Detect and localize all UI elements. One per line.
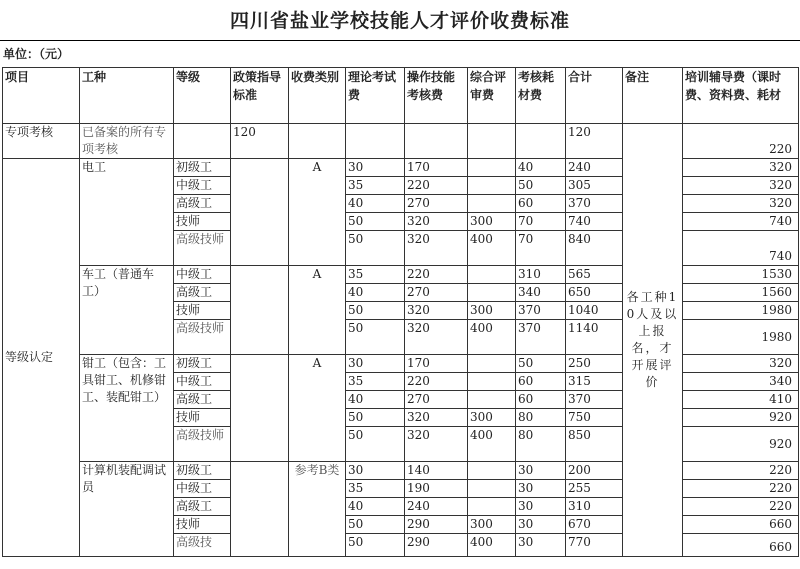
level-cell: 初级工 [174,159,231,177]
total-cell: 565 [566,266,623,284]
total-cell: 310 [566,498,623,516]
level-cell: 高级技 [174,534,231,557]
review-cell: 400 [468,534,516,557]
total-cell: 200 [566,462,623,480]
training-cell: 920 [683,427,799,462]
material-cell: 30 [516,480,566,498]
level-cell: 初级工 [174,355,231,373]
operation-cell: 320 [405,302,468,320]
material-cell: 70 [516,213,566,231]
level-cell: 中级工 [174,266,231,284]
total-cell: 740 [566,213,623,231]
total-cell: 370 [566,391,623,409]
header-cell: 培训辅导费（课时费、资料费、耗材 [683,68,799,124]
level-cell: 技师 [174,213,231,231]
training-cell: 740 [683,213,799,231]
training-cell: 1530 [683,266,799,284]
total-cell: 250 [566,355,623,373]
review-cell [468,480,516,498]
operation-cell: 290 [405,516,468,534]
total-cell: 770 [566,534,623,557]
total-cell: 850 [566,427,623,462]
fee-table [2,67,799,557]
material-cell: 60 [516,373,566,391]
training-cell: 340 [683,373,799,391]
review-cell [468,462,516,480]
material-cell: 50 [516,177,566,195]
total-cell: 750 [566,409,623,427]
total-cell: 240 [566,159,623,177]
header-cell: 政策指导标准 [231,68,289,124]
review-cell: 400 [468,320,516,355]
total-cell: 840 [566,231,623,266]
category-cell: 等级认定 [3,159,80,557]
theory-cell: 35 [346,373,405,391]
material-cell: 60 [516,195,566,213]
review-cell: 300 [468,302,516,320]
unit-label: 单位：（元） [3,47,70,61]
level-cell: 高级技师 [174,320,231,355]
operation-cell: 270 [405,284,468,302]
review-cell [468,373,516,391]
policy-cell: 120 [231,124,289,159]
total-cell: 370 [566,195,623,213]
training-cell: 220 [683,124,799,159]
material-cell: 80 [516,409,566,427]
material-cell: 30 [516,534,566,557]
training-cell: 660 [683,516,799,534]
review-cell [468,391,516,409]
training-cell: 220 [683,498,799,516]
level-cell: 高级工 [174,195,231,213]
job-cell: 车工（普通车工） [80,266,174,355]
category-cell: 专项考核 [3,124,80,159]
total-cell: 670 [566,516,623,534]
training-cell: 220 [683,462,799,480]
review-cell: 400 [468,231,516,266]
header-cell: 等级 [174,68,231,124]
operation-cell: 320 [405,213,468,231]
header-cell: 考核耗材费 [516,68,566,124]
training-cell: 1980 [683,320,799,355]
header-cell: 操作技能考核费 [405,68,468,124]
theory-cell: 50 [346,213,405,231]
theory-cell: 40 [346,498,405,516]
level-cell: 高级工 [174,498,231,516]
level-cell: 技师 [174,516,231,534]
level-cell: 中级工 [174,480,231,498]
material-cell: 370 [516,302,566,320]
training-cell: 1980 [683,302,799,320]
operation-cell: 270 [405,195,468,213]
theory-cell: 50 [346,231,405,266]
level-cell: 高级技师 [174,231,231,266]
review-cell: 300 [468,409,516,427]
level-cell: 中级工 [174,177,231,195]
review-cell [468,195,516,213]
fee-class-cell: 参考B类 [289,462,346,557]
operation-cell: 240 [405,498,468,516]
total-cell: 650 [566,284,623,302]
level-cell: 技师 [174,409,231,427]
training-cell: 660 [683,534,799,557]
operation-cell: 320 [405,231,468,266]
review-cell: 300 [468,213,516,231]
header-row [3,68,799,124]
training-cell: 740 [683,231,799,266]
theory-cell: 35 [346,480,405,498]
operation-cell: 270 [405,391,468,409]
level-cell: 高级工 [174,391,231,409]
total-cell: 255 [566,480,623,498]
material-cell: 30 [516,516,566,534]
header-cell: 综合评审费 [468,68,516,124]
header-cell: 理论考试费 [346,68,405,124]
training-cell: 1560 [683,284,799,302]
theory-cell: 30 [346,462,405,480]
training-cell: 920 [683,409,799,427]
total-cell: 1040 [566,302,623,320]
total-cell: 315 [566,373,623,391]
material-cell: 70 [516,231,566,266]
header-cell: 收费类别 [289,68,346,124]
level-cell: 高级工 [174,284,231,302]
theory-cell: 35 [346,177,405,195]
review-cell: 300 [468,516,516,534]
theory-cell: 40 [346,195,405,213]
table-row [3,124,799,159]
theory-cell: 30 [346,355,405,373]
operation-cell: 320 [405,427,468,462]
total-cell: 1140 [566,320,623,355]
training-cell: 320 [683,177,799,195]
total-cell: 120 [566,124,623,159]
theory-cell: 30 [346,159,405,177]
material-cell: 50 [516,355,566,373]
level-cell: 技师 [174,302,231,320]
material-cell: 60 [516,391,566,409]
theory-cell: 50 [346,302,405,320]
training-cell: 410 [683,391,799,409]
training-cell: 320 [683,195,799,213]
material-cell: 340 [516,284,566,302]
material-cell: 40 [516,159,566,177]
theory-cell: 50 [346,320,405,355]
theory-cell: 50 [346,427,405,462]
material-cell: 370 [516,320,566,355]
material-cell: 80 [516,427,566,462]
material-cell: 310 [516,266,566,284]
level-cell: 初级工 [174,462,231,480]
page-title: 四川省盐业学校技能人才评价收费标准 [0,0,800,41]
review-cell [468,355,516,373]
review-cell [468,177,516,195]
operation-cell: 220 [405,266,468,284]
operation-cell: 320 [405,320,468,355]
remark-cell: 各工种10人及以上报名，才开展评价 [623,124,683,557]
training-cell: 320 [683,159,799,177]
operation-cell: 220 [405,177,468,195]
operation-cell: 320 [405,409,468,427]
training-cell: 320 [683,355,799,373]
material-cell: 30 [516,462,566,480]
job-cell: 钳工（包含：工具钳工、机修钳工、装配钳工） [80,355,174,462]
theory-cell: 40 [346,284,405,302]
fee-class-cell: A [289,355,346,462]
operation-cell: 140 [405,462,468,480]
review-cell [468,284,516,302]
theory-cell: 50 [346,409,405,427]
operation-cell: 170 [405,159,468,177]
operation-cell: 190 [405,480,468,498]
header-cell: 项目 [3,68,80,124]
fee-class-cell: A [289,266,346,355]
material-cell: 30 [516,498,566,516]
header-cell: 合计 [566,68,623,124]
level-cell: 高级技师 [174,427,231,462]
review-cell: 400 [468,427,516,462]
theory-cell: 40 [346,391,405,409]
training-cell: 220 [683,480,799,498]
theory-cell: 35 [346,266,405,284]
operation-cell: 170 [405,355,468,373]
review-cell [468,498,516,516]
job-cell: 计算机装配调试员 [80,462,174,557]
header-cell: 备注 [623,68,683,124]
fee-class-cell: A [289,159,346,266]
theory-cell: 50 [346,516,405,534]
level-cell: 中级工 [174,373,231,391]
review-cell [468,159,516,177]
header-cell: 工种 [80,68,174,124]
total-cell: 305 [566,177,623,195]
operation-cell: 290 [405,534,468,557]
review-cell [468,266,516,284]
operation-cell: 220 [405,373,468,391]
job-cell: 已备案的所有专项考核 [80,124,174,159]
theory-cell: 50 [346,534,405,557]
job-cell: 电工 [80,159,174,266]
